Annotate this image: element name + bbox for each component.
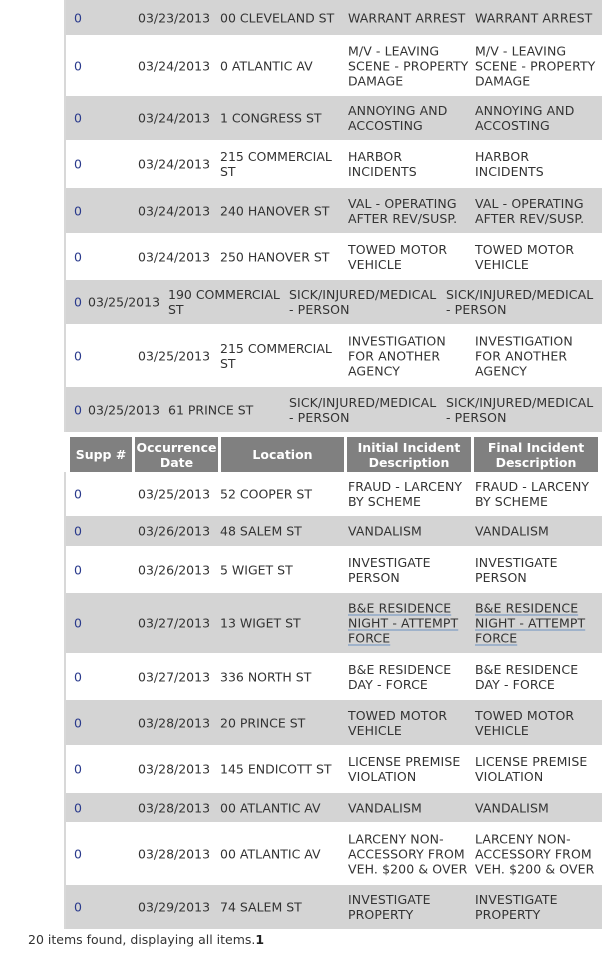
- occurrence-date: 03/25/2013: [138, 486, 211, 502]
- supp-link[interactable]: 0: [74, 761, 82, 777]
- supp-link[interactable]: 0: [74, 402, 82, 417]
- occurrence-date: 03/29/2013: [138, 899, 211, 915]
- supp-link[interactable]: 0: [74, 523, 82, 539]
- location: 13 WIGET ST: [220, 615, 301, 631]
- occurrence-date: 03/28/2013: [138, 715, 211, 730]
- row-gutter: [0, 140, 64, 188]
- table-row: [0, 324, 605, 387]
- table-row: [0, 387, 605, 432]
- initial-description: SICK/INJURED/MEDICAL - PERSON: [289, 287, 437, 317]
- table-row: [0, 653, 605, 700]
- final-description: WARRANT ARREST: [475, 10, 593, 25]
- initial-description: INVESTIGATION FOR ANOTHER AGENCY: [348, 333, 446, 378]
- occurrence-date: 03/24/2013: [138, 110, 211, 126]
- supp-link[interactable]: 0: [74, 486, 82, 502]
- initial-description: M/V - LEAVING SCENE - PROPERTY DAMAGE: [348, 43, 469, 88]
- supp-link[interactable]: 0: [74, 10, 82, 25]
- table-row: [0, 885, 605, 929]
- row-gutter: [0, 472, 64, 516]
- final-description: VAL - OPERATING AFTER REV/SUSP.: [475, 195, 585, 226]
- final-description: VANDALISM: [475, 800, 549, 815]
- initial-description: B&E RESIDENCE NIGHT - ATTEMPT FORCE: [348, 600, 459, 646]
- location: 00 CLEVELAND ST: [220, 10, 335, 25]
- location: 5 WIGET ST: [220, 562, 293, 577]
- occurrence-date: 03/24/2013: [138, 58, 211, 73]
- occurrence-date: 03/26/2013: [138, 562, 211, 577]
- location: 145 ENDICOTT ST: [220, 761, 332, 777]
- final-description: FRAUD - LARCENY BY SCHEME: [475, 479, 590, 509]
- row-gutter: [0, 35, 64, 96]
- initial-description: VANDALISM: [348, 800, 422, 815]
- row-gutter: [0, 387, 64, 432]
- column-header-supp[interactable]: Supp #: [70, 437, 132, 472]
- occurrence-date: 03/24/2013: [138, 156, 211, 172]
- final-description: VANDALISM: [475, 523, 549, 539]
- location: 250 HANOVER ST: [220, 249, 330, 264]
- initial-description: B&E RESIDENCE DAY - FORCE: [348, 661, 452, 692]
- supp-link[interactable]: 0: [74, 615, 82, 631]
- row-gutter: [0, 653, 64, 700]
- column-header-initial-description[interactable]: Initial Incident Description: [347, 437, 471, 472]
- supp-link[interactable]: 0: [74, 562, 82, 577]
- location: 00 ATLANTIC AV: [220, 846, 321, 861]
- row-gutter: [0, 745, 64, 793]
- supp-link[interactable]: 0: [74, 715, 82, 730]
- table-row: [0, 35, 605, 96]
- supp-link[interactable]: 0: [74, 294, 82, 310]
- row-gutter: [0, 0, 64, 35]
- occurrence-date: 03/23/2013: [138, 10, 211, 25]
- table-row: [0, 700, 605, 745]
- table-row: [0, 546, 605, 593]
- supp-link[interactable]: 0: [74, 800, 82, 815]
- initial-description: TOWED MOTOR VEHICLE: [348, 707, 448, 738]
- row-gutter: [0, 822, 64, 885]
- occurrence-date: 03/26/2013: [138, 523, 211, 539]
- final-description: M/V - LEAVING SCENE - PROPERTY DAMAGE: [475, 43, 596, 88]
- row-gutter: [0, 546, 64, 593]
- supp-link[interactable]: 0: [74, 203, 82, 218]
- row-gutter: [0, 700, 64, 745]
- initial-description: HARBOR INCIDENTS: [348, 149, 417, 179]
- final-description: HARBOR INCIDENTS: [475, 149, 544, 179]
- initial-description: VANDALISM: [348, 523, 422, 539]
- occurrence-date: 03/27/2013: [138, 615, 211, 631]
- row-gutter: [0, 324, 64, 387]
- location: 1 CONGRESS ST: [220, 110, 322, 126]
- row-gutter: [0, 793, 64, 822]
- row-gutter: [0, 233, 64, 280]
- location: 215 COMMERCIAL ST: [220, 340, 332, 371]
- initial-description: SICK/INJURED/MEDICAL - PERSON: [289, 394, 437, 425]
- occurrence-date: 03/24/2013: [138, 203, 211, 218]
- occurrence-date: 03/28/2013: [138, 846, 211, 861]
- location: 240 HANOVER ST: [220, 203, 330, 218]
- initial-description: TOWED MOTOR VEHICLE: [348, 241, 448, 272]
- initial-description: INVESTIGATE PROPERTY: [348, 892, 431, 922]
- table-row: [0, 516, 605, 546]
- row-gutter: [0, 96, 64, 140]
- supp-link[interactable]: 0: [74, 669, 82, 684]
- occurrence-date: 03/24/2013: [138, 249, 211, 264]
- page-number-link[interactable]: 1: [255, 932, 265, 947]
- location: 48 SALEM ST: [220, 523, 302, 539]
- location: 336 NORTH ST: [220, 669, 312, 684]
- final-description: INVESTIGATE PERSON: [475, 554, 558, 585]
- row-gutter: [0, 885, 64, 929]
- initial-description: ANNOYING AND ACCOSTING: [348, 103, 448, 133]
- final-description: LARCENY NON-ACCESSORY FROM VEH. $200 & OVER: [475, 831, 595, 876]
- location: 190 COMMERCIAL ST: [168, 287, 280, 317]
- final-description: SICK/INJURED/MEDICAL - PERSON: [446, 394, 594, 425]
- table-row: [0, 745, 605, 793]
- row-gutter: [0, 188, 64, 233]
- final-description: SICK/INJURED/MEDICAL - PERSON: [446, 287, 594, 317]
- initial-description: LICENSE PREMISE VIOLATION: [348, 754, 461, 784]
- location: 61 PRINCE ST: [168, 402, 254, 417]
- occurrence-date: 03/28/2013: [138, 761, 211, 777]
- final-description: INVESTIGATE PROPERTY: [475, 892, 558, 922]
- row-gutter: [0, 280, 64, 324]
- location: 74 SALEM ST: [220, 899, 302, 915]
- table-row: [0, 822, 605, 885]
- supp-link[interactable]: 0: [74, 156, 82, 172]
- location: 00 ATLANTIC AV: [220, 800, 321, 815]
- column-header-occurrence-date[interactable]: Occurrence Date: [135, 437, 218, 472]
- supp-link[interactable]: 0: [74, 249, 82, 264]
- occurrence-date: 03/25/2013: [88, 402, 161, 417]
- results-summary: 20 items found, displaying all items.: [28, 932, 256, 947]
- supp-link[interactable]: 0: [74, 899, 82, 915]
- supp-link[interactable]: 0: [74, 348, 82, 363]
- table-row: [0, 472, 605, 516]
- table-row: [0, 140, 605, 188]
- table-row: [0, 0, 605, 35]
- location: 0 ATLANTIC AV: [220, 58, 313, 73]
- occurrence-date: 03/25/2013: [138, 348, 211, 363]
- table-row: [0, 793, 605, 822]
- location: 215 COMMERCIAL ST: [220, 149, 332, 179]
- occurrence-date: 03/25/2013: [88, 294, 161, 310]
- initial-description: LARCENY NON-ACCESSORY FROM VEH. $200 & OVER: [348, 831, 468, 876]
- table-row: [0, 593, 605, 653]
- final-description: LICENSE PREMISE VIOLATION: [475, 754, 588, 784]
- table-row: [0, 96, 605, 140]
- supp-link[interactable]: 0: [74, 110, 82, 126]
- initial-description: FRAUD - LARCENY BY SCHEME: [348, 479, 463, 509]
- occurrence-date: 03/27/2013: [138, 669, 211, 684]
- column-header-location[interactable]: Location: [221, 437, 344, 472]
- final-description: INVESTIGATION FOR ANOTHER AGENCY: [475, 333, 573, 378]
- final-description: TOWED MOTOR VEHICLE: [475, 241, 575, 272]
- final-description: ANNOYING AND ACCOSTING: [475, 103, 575, 133]
- column-header-final-description[interactable]: Final Incident Description: [474, 437, 598, 472]
- table-row: [0, 233, 605, 280]
- row-gutter: [0, 593, 64, 653]
- location: 52 COOPER ST: [220, 486, 312, 502]
- final-description: B&E RESIDENCE NIGHT - ATTEMPT FORCE: [475, 600, 586, 646]
- initial-description: INVESTIGATE PERSON: [348, 554, 431, 585]
- final-description: TOWED MOTOR VEHICLE: [475, 707, 575, 738]
- supp-link[interactable]: 0: [74, 58, 82, 73]
- table-row: [0, 188, 605, 233]
- results-footer: [28, 932, 264, 947]
- initial-description: VAL - OPERATING AFTER REV/SUSP.: [348, 195, 458, 226]
- table-header: [0, 437, 605, 472]
- initial-description: WARRANT ARREST: [348, 10, 466, 25]
- location: 20 PRINCE ST: [220, 715, 306, 730]
- supp-link[interactable]: 0: [74, 846, 82, 861]
- table-row: [0, 280, 605, 324]
- row-gutter: [0, 516, 64, 546]
- final-description: B&E RESIDENCE DAY - FORCE: [475, 661, 579, 692]
- occurrence-date: 03/28/2013: [138, 800, 211, 815]
